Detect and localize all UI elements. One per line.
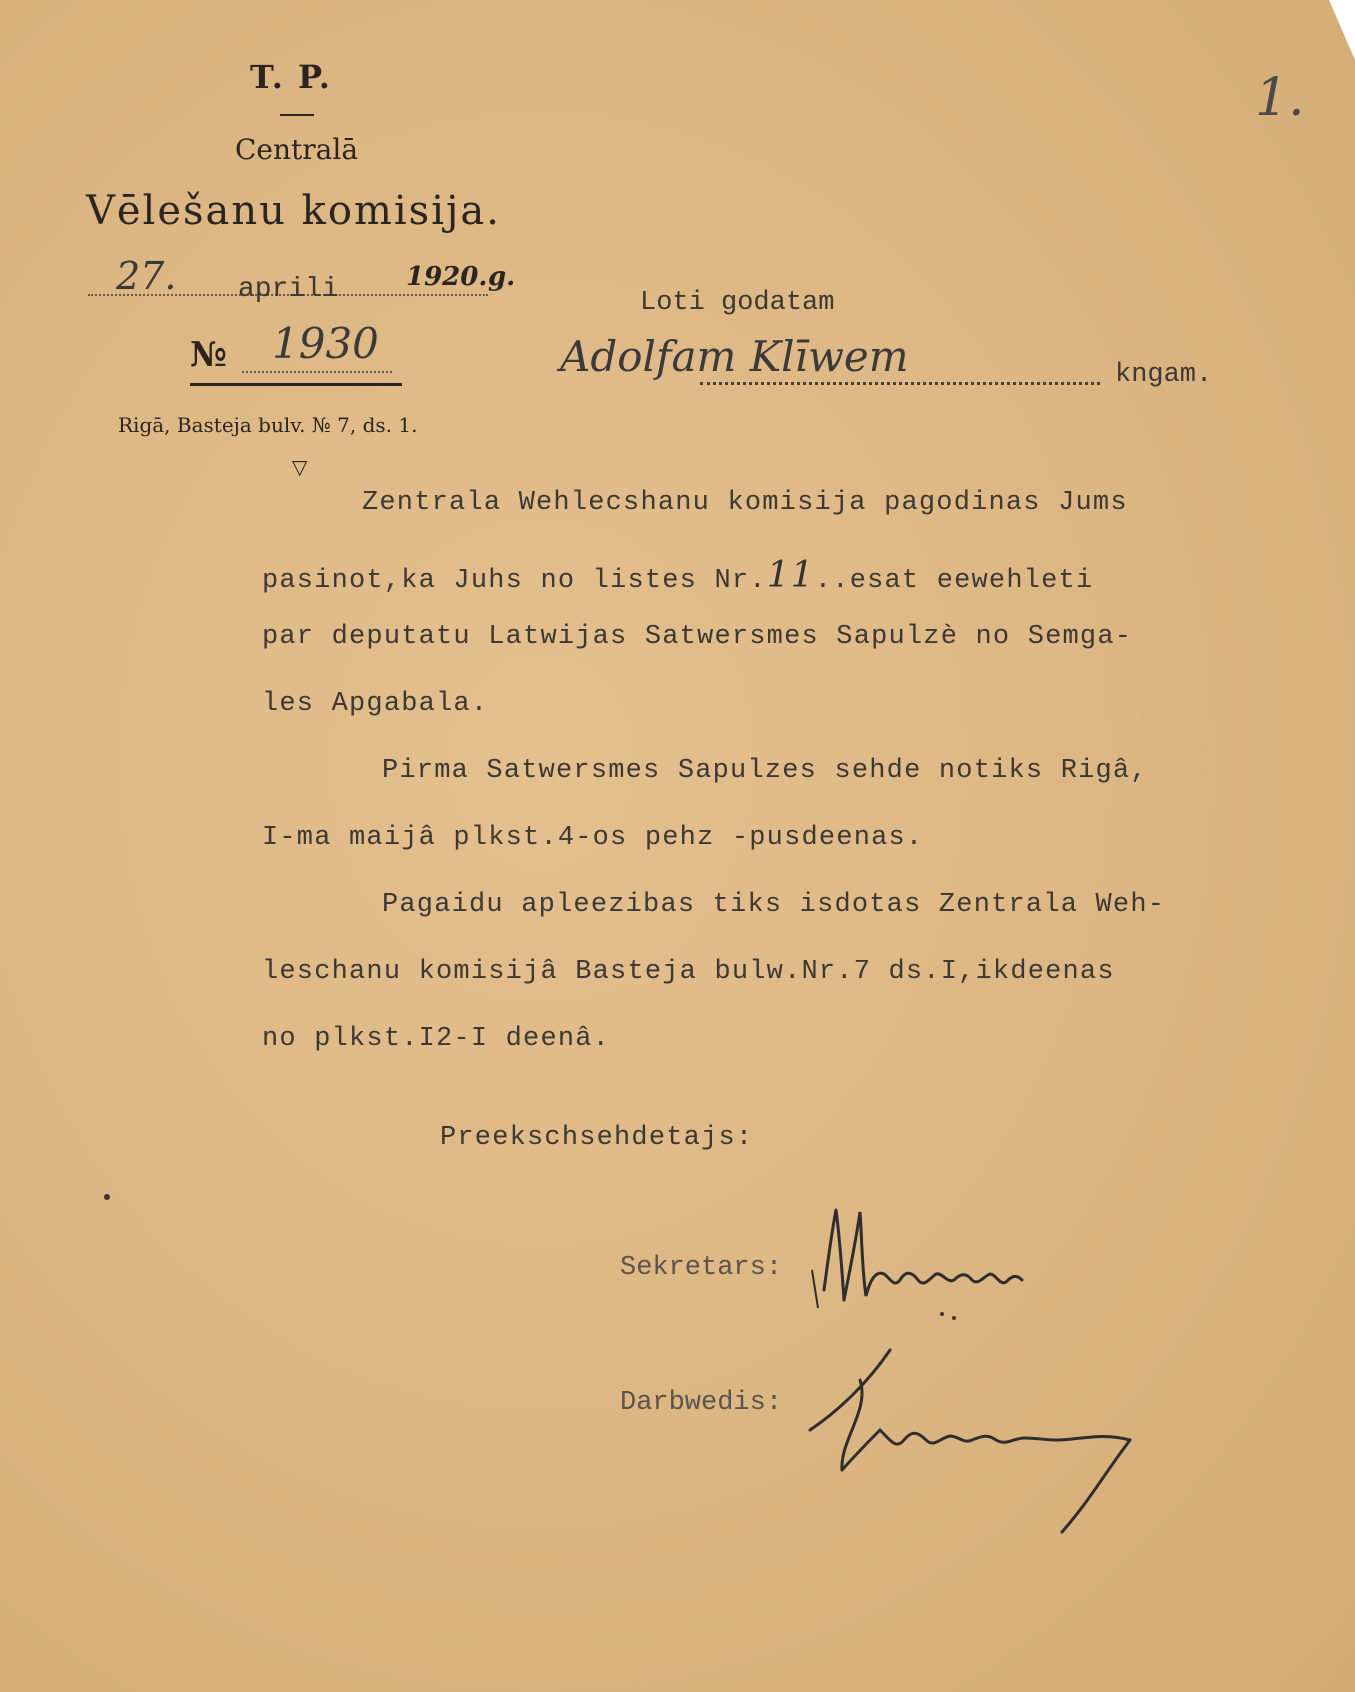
clerk-signature bbox=[800, 1340, 1230, 1540]
letterhead-line1: Centralā bbox=[235, 133, 359, 166]
date-line bbox=[88, 254, 516, 308]
date-suffix: g. bbox=[488, 262, 516, 292]
body-p3-line3: no plkst.I2-I deenâ. bbox=[262, 1024, 611, 1054]
number-sign: № bbox=[190, 335, 227, 375]
date-year: 1920. bbox=[406, 262, 488, 292]
ink-dot bbox=[952, 1316, 956, 1320]
body-p1-line1: Zentrala Wehlecshanu komisija pagodinas Jums bbox=[362, 488, 1128, 518]
body-p1-line2-start: pasinot,ka Juhs no listes Nr. bbox=[262, 566, 767, 596]
torn-corner bbox=[1329, 0, 1355, 60]
document-number bbox=[190, 319, 405, 387]
body-p3-line2: leschanu komisijâ Basteja bulw.Nr.7 ds.I,ikdeenas bbox=[262, 957, 1115, 987]
clerk-label: Darbwedis: bbox=[620, 1388, 783, 1418]
body-p1-line2 bbox=[262, 555, 1093, 596]
letterhead-line2: Vēlešanu komisija. bbox=[86, 188, 501, 234]
secretary-label: Sekretars: bbox=[620, 1253, 783, 1283]
body-p2-line2: I-ma maijâ plkst.4-os pehz -pusdeenas. bbox=[262, 823, 924, 853]
page-number-mark: 1. bbox=[1255, 68, 1305, 128]
date-month: aprili bbox=[238, 274, 339, 305]
list-number: 11 bbox=[766, 555, 815, 596]
letterhead-tp: T. P. bbox=[250, 58, 332, 96]
addressee-name: Adolfam Klīwem bbox=[560, 332, 909, 381]
letterhead-divider bbox=[280, 114, 314, 116]
letterhead-address: Rigā, Basteja bulv. № 7, ds. 1. bbox=[118, 413, 418, 437]
secretary-signature bbox=[810, 1200, 1080, 1320]
addressee-dotted-line bbox=[700, 382, 1100, 385]
body-p1-line2-end: ..esat eewehleti bbox=[814, 566, 1094, 596]
body-p1-line3: par deputatu Latwijas Satwersmes Sapulzè no Semga- bbox=[262, 622, 1133, 652]
ink-dot bbox=[104, 1194, 110, 1200]
number-dotted-line bbox=[242, 371, 392, 373]
body-p2-line1: Pirma Satwersmes Sapulzes sehde notiks Rigâ, bbox=[382, 756, 1148, 786]
body-p3-line1: Pagaidu apleezibas tiks isdotas Zentrala Weh- bbox=[382, 890, 1166, 920]
addressee-suffix: kngam. bbox=[1115, 360, 1213, 390]
addressee-greeting: Loti godatam bbox=[640, 288, 835, 318]
date-day: 27. bbox=[116, 254, 177, 298]
triangle-mark: ▽ bbox=[292, 455, 308, 479]
body-p1-line4: les Apgabala. bbox=[262, 689, 489, 719]
chair-label: Preekschsehdetajs: bbox=[440, 1123, 754, 1153]
number-rule bbox=[190, 383, 402, 386]
number-value: 1930 bbox=[272, 319, 379, 368]
ink-dot bbox=[940, 1312, 944, 1316]
